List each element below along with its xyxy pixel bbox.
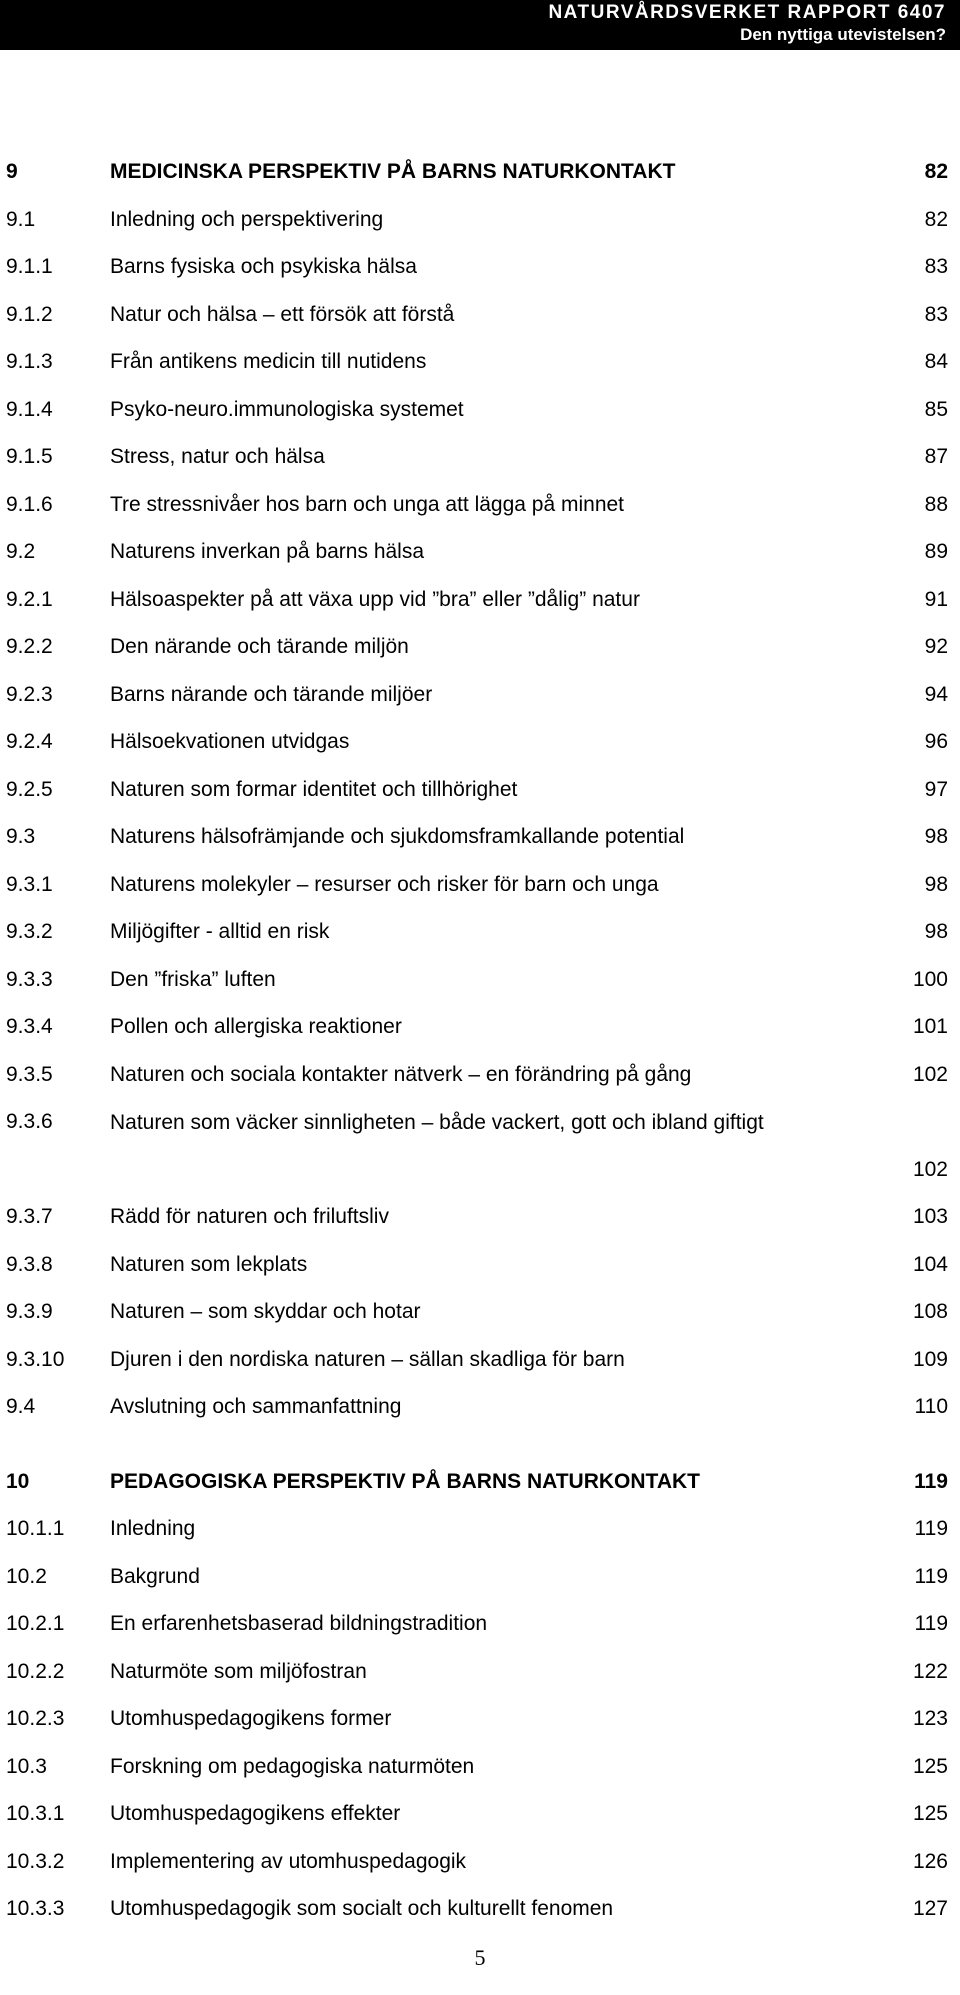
toc-entry-page: 84 <box>924 350 948 373</box>
toc-entry-page: 98 <box>924 920 948 943</box>
toc-entry-title: Den närande och tärande miljön <box>110 635 409 658</box>
toc-entry[interactable] <box>0 915 960 963</box>
toc-entry-number: 9.2.5 <box>6 777 53 801</box>
toc-entry[interactable] <box>0 1058 960 1106</box>
toc-entry-title: Naturmöte som miljöfostran <box>110 1659 367 1683</box>
toc-entry[interactable] <box>0 298 960 346</box>
toc-entry-number: 9.3.2 <box>6 920 53 943</box>
toc-entry[interactable] <box>0 1390 960 1438</box>
toc-entry-number: 9.1.5 <box>6 445 53 468</box>
toc-entry-number: 9 <box>6 160 18 183</box>
toc-entry-title: Den ”friska” luften <box>110 967 276 991</box>
toc-entry-title: En erfarenhetsbaserad bildningstradition <box>110 1612 488 1635</box>
toc-entry-title: Tre stressnivåer hos barn och unga att lägga på minnet <box>110 492 625 516</box>
toc-entry-number: 9.3.3 <box>6 967 53 991</box>
toc-entry[interactable] <box>0 203 960 251</box>
toc-entry-number: 9.2.2 <box>6 635 53 658</box>
toc-entry-number: 9.1 <box>6 207 36 231</box>
toc-entry-number: 10.2.3 <box>6 1707 65 1730</box>
toc-entry-title: Miljögifter - alltid en risk <box>110 920 330 943</box>
toc-entry-page: 101 <box>912 1015 948 1038</box>
toc-entry[interactable] <box>0 1560 960 1608</box>
toc-entry-page: 102 <box>912 1158 948 1181</box>
toc-entry-number: 9.3.1 <box>6 872 53 896</box>
toc-entry-number: 9.2.4 <box>6 730 53 753</box>
toc-entry[interactable] <box>0 678 960 726</box>
toc-entry-title: Naturen som formar identitet och tillhörighet <box>110 777 518 801</box>
toc-entry-title: Forskning om pedagogiska naturmöten <box>110 1754 475 1778</box>
toc-entry-title: Utomhuspedagogik som socialt och kulturellt fenomen <box>110 1897 614 1920</box>
toc-entry[interactable] <box>0 1607 960 1655</box>
toc-entry-page: 82 <box>924 207 948 231</box>
toc-entry-number: 9.1.6 <box>6 492 53 516</box>
toc-entry[interactable] <box>0 868 960 916</box>
toc-entry[interactable] <box>0 963 960 1011</box>
toc-entry-page: 87 <box>924 445 948 468</box>
toc-entry[interactable] <box>0 1343 960 1391</box>
toc-entry-title: Psyko-neuro.immunologiska systemet <box>110 397 464 421</box>
toc-entry-number: 9.3.8 <box>6 1252 53 1276</box>
toc-entry[interactable] <box>0 1845 960 1893</box>
toc-entry[interactable] <box>0 1010 960 1058</box>
toc-entry[interactable] <box>0 440 960 488</box>
toc-entry-number: 10.3.1 <box>6 1802 65 1825</box>
toc-entry-page: 100 <box>912 967 948 991</box>
toc-entry[interactable] <box>0 488 960 536</box>
toc-entry-title: Hälsoaspekter på att växa upp vid ”bra” eller ”dålig” natur <box>110 587 640 611</box>
toc-entry[interactable] <box>0 1465 960 1513</box>
toc-entry-page: 82 <box>924 160 948 183</box>
toc-entry-title: Inledning och perspektivering <box>110 207 384 231</box>
toc-entry-number: 10.2.2 <box>6 1659 65 1683</box>
toc-entry-page: 96 <box>924 730 948 753</box>
toc-entry-number: 9.3.9 <box>6 1300 53 1323</box>
toc-entry-number: 9.2.1 <box>6 587 53 611</box>
toc-entry-title: Natur och hälsa – ett försök att förstå <box>110 302 455 326</box>
toc-entry-page: 88 <box>924 492 948 516</box>
toc-entry-number: 10.3 <box>6 1754 47 1778</box>
toc-entry-page: 119 <box>914 1612 948 1635</box>
toc-entry[interactable] <box>0 1512 960 1560</box>
toc-entry[interactable] <box>0 1892 960 1940</box>
toc-entry-page: 108 <box>912 1300 948 1323</box>
toc-entry[interactable] <box>0 1200 960 1248</box>
toc-entry-page: 126 <box>912 1849 948 1873</box>
toc-entry-number: 9.1.3 <box>6 350 53 373</box>
toc-entry-page: 125 <box>912 1754 948 1778</box>
toc-entry-number: 9.2.3 <box>6 682 53 706</box>
toc-entry-page: 97 <box>924 777 948 801</box>
report-title: NATURVÅRDSVERKET RAPPORT 6407 <box>548 2 946 23</box>
toc-entry-number: 10.2 <box>6 1564 47 1588</box>
toc-entry-page: 125 <box>912 1802 948 1825</box>
toc-entry-page: 104 <box>912 1252 948 1276</box>
toc-entry-number: 10.1.1 <box>6 1517 65 1540</box>
toc-entry[interactable] <box>0 1295 960 1343</box>
toc-entry[interactable] <box>0 1655 960 1703</box>
toc-entry[interactable] <box>0 1248 960 1296</box>
toc-entry-number: 9.1.1 <box>6 255 53 278</box>
toc-entry-page: 123 <box>912 1707 948 1730</box>
toc-entry-title: Djuren i den nordiska naturen – sällan skadliga för barn <box>110 1347 625 1371</box>
toc-entry-number: 9.1.2 <box>6 302 53 326</box>
toc-entry[interactable] <box>0 1750 960 1798</box>
toc-entry-title: PEDAGOGISKA PERSPEKTIV PÅ BARNS NATURKONTAKT <box>110 1469 700 1493</box>
toc-entry-title: Naturen – som skyddar och hotar <box>110 1300 421 1323</box>
page-number: 5 <box>474 1945 486 1970</box>
toc-entry-page: 119 <box>914 1469 948 1493</box>
toc-entry-number: 9.3.7 <box>6 1205 53 1228</box>
toc-entry-page: 103 <box>912 1205 948 1228</box>
toc-entry[interactable] <box>0 1105 960 1200</box>
toc-entry-page: 83 <box>924 255 948 278</box>
page-header <box>0 0 960 50</box>
toc-entry-title: Stress, natur och hälsa <box>110 445 325 468</box>
toc-entry-title: Inledning <box>110 1517 196 1540</box>
toc-entry-number: 10.3.2 <box>6 1849 65 1873</box>
toc-entry-page: 98 <box>924 825 948 848</box>
toc-entry-title: Hälsoekvationen utvidgas <box>110 730 350 753</box>
toc-entry[interactable] <box>0 820 960 868</box>
toc-entry-title: Utomhuspedagogikens former <box>110 1707 392 1730</box>
report-subtitle: Den nyttiga utevistelsen? <box>740 25 946 44</box>
toc-entry-number: 10.3.3 <box>6 1897 65 1920</box>
toc-entry[interactable] <box>0 630 960 678</box>
toc-entry[interactable] <box>0 535 960 583</box>
toc-entry-title: Naturens inverkan på barns hälsa <box>110 540 425 563</box>
toc-entry-page: 85 <box>924 397 948 421</box>
toc-entry-page: 89 <box>924 540 948 563</box>
toc-entry-title: Naturens hälsofrämjande och sjukdomsframkallande potential <box>110 825 685 848</box>
toc-entry-title: Barns närande och tärande miljöer <box>110 682 433 706</box>
toc-entry-number: 9.3.4 <box>6 1015 53 1038</box>
toc-entry-title: Pollen och allergiska reaktioner <box>110 1015 402 1038</box>
toc-entry-number: 9.1.4 <box>6 397 53 421</box>
toc-entry-page: 127 <box>912 1897 948 1920</box>
toc-entry-title: Utomhuspedagogikens effekter <box>110 1802 401 1825</box>
toc-entry-page: 122 <box>912 1659 948 1683</box>
toc-entry-title: Från antikens medicin till nutidens <box>110 350 427 373</box>
toc-entry[interactable] <box>0 345 960 393</box>
toc-entry-title: Bakgrund <box>110 1564 200 1588</box>
toc-entry-page: 119 <box>914 1517 948 1540</box>
toc-entry[interactable] <box>0 393 960 441</box>
toc-entry-number: 9.3 <box>6 825 36 848</box>
toc-entry-title: Naturens molekyler – resurser och risker för barn och unga <box>110 872 659 896</box>
toc-entry-title: Rädd för naturen och friluftsliv <box>110 1205 389 1228</box>
toc-entry-title: Avslutning och sammanfattning <box>110 1395 402 1418</box>
toc-entry-number: 9.3.5 <box>6 1062 53 1086</box>
toc-entry-title: Barns fysiska och psykiska hälsa <box>110 255 417 278</box>
toc-entry-page: 83 <box>924 302 948 326</box>
toc-entry[interactable] <box>0 1797 960 1845</box>
toc-entry-page: 102 <box>912 1062 948 1086</box>
toc-entry[interactable] <box>0 250 960 298</box>
toc-entry-title: Implementering av utomhuspedagogik <box>110 1849 467 1873</box>
toc-entry-page: 119 <box>914 1564 948 1588</box>
toc-entry-title: Naturen och sociala kontakter nätverk – en förändring på gång <box>110 1062 692 1086</box>
toc-entry[interactable] <box>0 583 960 631</box>
toc-entry[interactable] <box>0 773 960 821</box>
toc-entry-number: 9.3.6 <box>6 1110 53 1133</box>
toc-entry[interactable] <box>0 155 960 203</box>
toc-entry-number: 10.2.1 <box>6 1612 65 1635</box>
toc-entry-page: 94 <box>924 682 948 706</box>
toc-entry-number: 9.3.10 <box>6 1347 65 1371</box>
toc-entry-number: 10 <box>6 1469 30 1493</box>
toc-entry-page: 109 <box>912 1347 948 1371</box>
toc-entry[interactable] <box>0 725 960 773</box>
toc-entry-page: 110 <box>914 1395 948 1418</box>
toc-entry-number: 9.2 <box>6 540 36 563</box>
table-of-contents <box>0 155 960 1940</box>
toc-entry-title: MEDICINSKA PERSPEKTIV PÅ BARNS NATURKONTAKT <box>110 160 676 183</box>
toc-entry[interactable] <box>0 1702 960 1750</box>
toc-entry-title: Naturen som lekplats <box>110 1252 308 1276</box>
toc-entry-title: Naturen som väcker sinnligheten – både vackert, gott och ibland giftigt <box>110 1111 764 1134</box>
toc-entry-page: 98 <box>924 872 948 896</box>
toc-entry-page: 91 <box>924 587 948 611</box>
toc-entry-number: 9.4 <box>6 1395 36 1418</box>
toc-entry-page: 92 <box>924 635 948 658</box>
